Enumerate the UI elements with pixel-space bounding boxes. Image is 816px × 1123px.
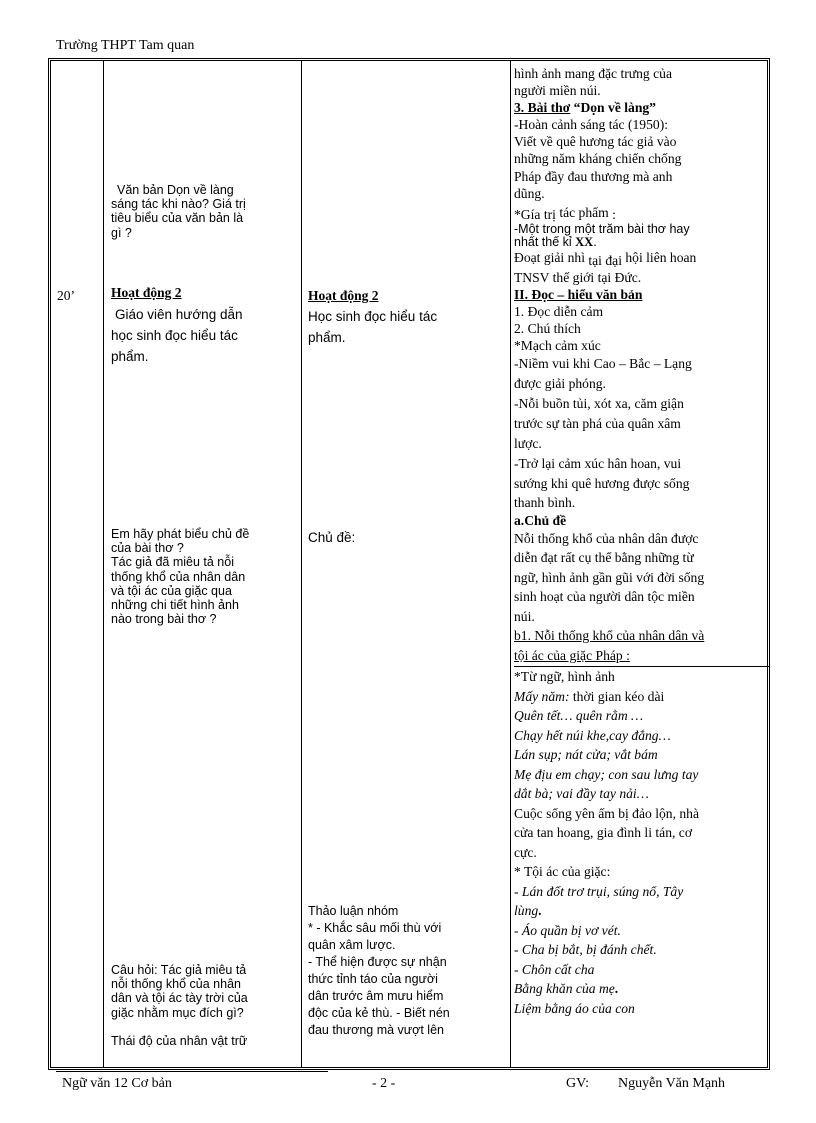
text-line: Văn bản Dọn về làng	[117, 183, 234, 197]
text-line: ngữ, hình ảnh gần gũi với đời sống	[514, 569, 705, 585]
text-line: - Thể hiện được sự nhận	[308, 955, 447, 969]
text-line: người miền núi.	[514, 83, 601, 99]
text-line: - Cha bị bắt, bị đánh chết.	[514, 942, 657, 958]
text-part: .	[538, 903, 542, 919]
text-part: Mấy năm:	[514, 688, 570, 704]
text-line: phẩm.	[111, 348, 149, 364]
text-line: dắt bà; vai đầy tay nải…	[514, 786, 649, 802]
text-line: Chạy hết núi khe,cay đắng…	[514, 727, 671, 743]
activity-title: Hoạt động 2	[111, 285, 182, 300]
crime-line-1	[514, 882, 769, 902]
header-school: Trường THPT Tam quan	[56, 38, 195, 53]
column-divider	[510, 61, 511, 1067]
value-label-2: tác phẩm	[559, 204, 609, 220]
text-part: .	[593, 234, 597, 249]
footer-rule	[56, 1069, 328, 1072]
text-line: Câu hỏi: Tác giả miêu tả	[111, 963, 247, 977]
text-line: được giải phóng.	[514, 376, 606, 392]
text-line: Pháp đầy đau thương mà anh	[514, 168, 673, 184]
text-part: .	[614, 981, 619, 997]
text-line: của bài thơ ?	[111, 541, 184, 556]
text-line: sinh hoạt của người dân tộc miền	[514, 589, 695, 605]
teacher-question-1	[111, 183, 297, 240]
text-line: -Hoàn cảnh sáng tác (1950):	[514, 117, 669, 133]
text-line: tiêu biểu của văn bản là	[111, 211, 244, 226]
text-line: thức tỉnh táo của người	[308, 972, 438, 986]
text-line: * - Khắc sâu mối thù với	[308, 921, 442, 935]
text-line: - Áo quần bị vơ vét.	[514, 922, 621, 938]
footer-page-number: - 2 -	[372, 1076, 396, 1091]
text-line: nào trong bài thơ ?	[111, 612, 217, 627]
column-divider	[301, 61, 302, 1067]
text-line: -Niềm vui khi Cao – Bắc – Lạng	[514, 356, 692, 372]
text-line: -Một trong một trăm bài thơ hay	[514, 221, 690, 236]
text-line: hình ảnh mang đặc trưng của	[514, 66, 672, 81]
text-line: TNSV thế giới tại Đức.	[514, 269, 642, 285]
poem-heading-num: 3. Bài thơ	[514, 100, 571, 116]
b1-heading-line-2	[514, 646, 770, 667]
text-line: *Từ ngữ, hình ảnh	[514, 669, 615, 685]
text-line: - Chôn cất cha	[514, 961, 595, 977]
teacher-activity	[111, 285, 297, 367]
text-part: b1. Nỗi thống khổ của nhân dân và	[514, 628, 705, 644]
text-line: -Nỗi buồn tủi, xót xa, căm giận	[514, 396, 684, 412]
value-heading	[514, 204, 769, 223]
text-line: sướng khi quê hương được sống	[514, 476, 690, 492]
text-line: đau thương mà vượt lên	[308, 1023, 444, 1037]
text-line: những năm kháng chiến chống	[514, 151, 682, 167]
text-line: -Trở lại cảm xúc hân hoan, vui	[514, 456, 682, 472]
content-cell	[514, 65, 769, 1018]
text-line: Học sinh đọc hiểu tác	[308, 308, 438, 324]
text-part: Bằng khăn của mẹ	[514, 981, 615, 997]
text-line: Quên tết… quên rằm …	[514, 708, 644, 724]
text-part: tội ác của giặc Pháp :	[514, 648, 630, 664]
text-line: cực.	[514, 844, 537, 860]
text-line: Mẹ địu em chạy; con sau lưng tay	[514, 766, 699, 782]
text-line: Cuộc sống yên ấm bị đảo lộn, nhà	[514, 805, 699, 821]
text-part: - Lán đốt trơ trụi, súng nổ, Tây	[514, 883, 684, 899]
may-nam-line	[514, 687, 769, 707]
poem-heading-title: “Dọn về làng”	[570, 100, 656, 116]
text-line: dân trước âm mưu hiểm	[308, 989, 444, 1003]
value-colon: :	[612, 206, 616, 222]
text-line: núi.	[514, 608, 535, 624]
text-line: dân và tội ác tày trời của	[111, 991, 248, 1006]
text-line: Giáo viên hướng dẫn	[115, 306, 243, 322]
century-xx: XX	[575, 234, 594, 249]
text-line: giặc nhằm mục đích gì?	[111, 1005, 244, 1020]
text-part: lùng	[514, 903, 539, 919]
column-divider	[103, 61, 104, 1067]
footer-gv-label: GV:	[566, 1076, 590, 1091]
text-part: Đoạt giải nhì	[514, 249, 589, 265]
crime-line-1b	[514, 901, 769, 921]
student-theme: Chủ đề:	[308, 530, 356, 545]
award-line	[514, 249, 769, 269]
text-line: thống khổ của nhân dân	[111, 569, 246, 584]
value-label: *Gía trị	[514, 206, 556, 222]
teacher-question-3	[111, 963, 297, 1020]
student-activity	[308, 288, 506, 348]
theme-heading: a.Chủ đề	[514, 512, 567, 528]
text-line: Lán sụp; nát cửa; vắt bám	[514, 747, 658, 763]
crime-last-line-1	[514, 979, 769, 999]
text-line: Liệm bằng áo của con	[514, 1000, 635, 1016]
text-line: quân xâm lược.	[308, 938, 396, 952]
text-part: hội liên hoan	[621, 249, 697, 265]
time-cell: 20’	[57, 288, 75, 303]
text-line: Tác giả đã miêu tả nỗi	[111, 555, 234, 570]
text-line: Viết về quê hương tác giả vào	[514, 134, 677, 150]
text-line: dũng.	[514, 185, 545, 201]
value-line-2	[514, 236, 769, 249]
text-line: phẩm.	[308, 329, 346, 345]
text-line: Em hãy phát biểu chủ đề	[111, 527, 250, 541]
text-line: thanh bình.	[514, 495, 576, 511]
text-line: gì ?	[111, 225, 132, 240]
student-discussion	[308, 903, 506, 1039]
text-line: những chi tiết hình ảnh	[111, 598, 239, 613]
text-line: * Tội ác của giặc:	[514, 864, 611, 880]
text-part: nhất thế kỉ	[514, 234, 576, 249]
text-line: nỗi thống khổ của nhân	[111, 977, 241, 992]
text-line: *Mạch cảm xúc	[514, 338, 601, 354]
lesson-table	[48, 58, 770, 1070]
text-line: học sinh đọc hiểu tác	[111, 327, 238, 343]
section-2-heading: II. Đọc – hiểu văn bản	[514, 287, 643, 303]
text-line: lược.	[514, 436, 542, 452]
text-line: trước sự tàn phá của quân xâm	[514, 416, 681, 432]
text-line: độc của kẻ thù. - Biết nén	[308, 1006, 450, 1020]
teacher-question-2	[111, 527, 297, 626]
text-line: 1. Đọc diễn cảm	[514, 304, 604, 320]
text-line: sáng tác khi nào? Giá trị	[111, 197, 246, 212]
text-part: thời gian kéo dài	[569, 688, 665, 704]
text-line: Nỗi thống khổ của nhân dân được	[514, 530, 699, 546]
poem-heading	[514, 99, 769, 116]
teacher-question-4: Thái độ của nhân vật trữ	[111, 1034, 248, 1048]
text-line: Thảo luận nhóm	[308, 904, 399, 918]
b1-heading-line-1	[514, 626, 769, 646]
text-line: và tội ác của giặc qua	[111, 583, 232, 598]
footer-teacher-name: Nguyễn Văn Mạnh	[618, 1076, 726, 1091]
text-line: diễn đạt rất cụ thể bằng những từ	[514, 550, 694, 566]
activity-title: Hoạt động 2	[308, 288, 379, 303]
text-part: tại đại	[588, 252, 622, 268]
text-line: cửa tan hoang, gia đình li tán, cơ	[514, 825, 693, 841]
text-line: 2. Chú thích	[514, 321, 581, 337]
footer-subject: Ngữ văn 12 Cơ bản	[62, 1076, 172, 1091]
